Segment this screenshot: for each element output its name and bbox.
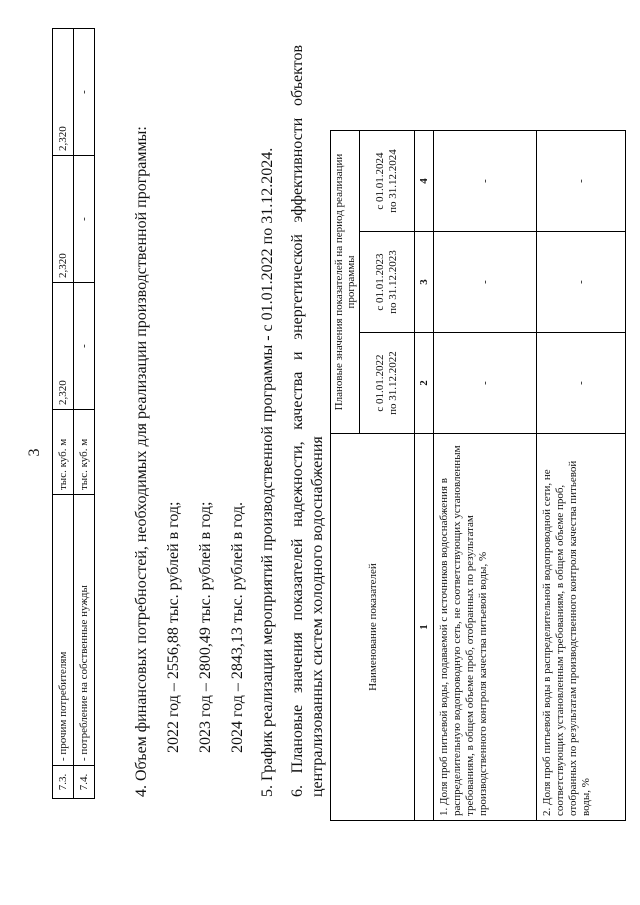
indicator-value-2024: - — [434, 131, 537, 232]
volume-table — [52, 28, 95, 799]
indicators-table — [330, 130, 626, 821]
column-index: 3 — [415, 232, 434, 333]
indicator-value-2023: - — [537, 232, 626, 333]
header-indicator-name: Наименование показателей — [331, 434, 415, 821]
finance-2023: 2023 год – 2800,49 тыс. рублей в год; — [197, 501, 214, 753]
table-row — [537, 131, 626, 821]
value-2023: - — [74, 156, 95, 283]
indicator-name: 1. Доля проб питьевой воды, подаваемой с источников водоснабжения в распределительную водопроводную сеть, не соответствующих установленным требованиям, в общем объеме проб, отобранных по результатам производственного контроля качества питьевой воды, % — [434, 434, 537, 821]
table-row — [74, 29, 95, 799]
period-from: с 01.01.2024 — [374, 152, 386, 210]
header-period-2023 — [360, 232, 415, 333]
header-period-2024 — [360, 131, 415, 232]
finance-2024: 2024 год – 2843,13 тыс. рублей в год. — [229, 501, 246, 753]
table-row — [434, 131, 537, 821]
header-plan-values: Плановые значения показателей на период реализации программы — [331, 131, 360, 434]
indicator-value-2023: - — [434, 232, 537, 333]
row-number: 7.3. — [53, 766, 74, 799]
section-4-title: 4. Объем финансовых потребностей, необходимых для реализации производственной программы: — [133, 126, 150, 797]
period-to: по 31.12.2024 — [387, 149, 399, 213]
indicator-value-2022: - — [434, 333, 537, 434]
value-2024: - — [74, 29, 95, 156]
table-index-row — [415, 131, 434, 821]
finance-2022: 2022 год – 2556,88 тыс. рублей в год; — [165, 501, 182, 753]
period-to: по 31.12.2023 — [387, 250, 399, 314]
value-2024: 2,320 — [53, 29, 74, 156]
period-to: по 31.12.2022 — [387, 351, 399, 415]
indicator-name: 2. Доля проб питьевой воды в распределительной водопроводной сети, не соответствующих установленным требованиям, в общем объеме проб, отобранных по результатам производственного контроля качества питьевой воды, % — [537, 434, 626, 821]
column-index: 1 — [415, 434, 434, 821]
period-from: с 01.01.2022 — [374, 354, 386, 412]
period-from: с 01.01.2023 — [374, 253, 386, 311]
value-2022: - — [74, 283, 95, 410]
page-number: 3 — [26, 448, 43, 457]
row-name: - потребление на собственные нужды — [74, 495, 95, 766]
table-header-row — [331, 131, 360, 821]
indicator-value-2022: - — [537, 333, 626, 434]
column-index: 2 — [415, 333, 434, 434]
column-index: 4 — [415, 131, 434, 232]
value-2023: 2,320 — [53, 156, 74, 283]
row-name: - прочим потребителям — [53, 495, 74, 766]
row-unit: тыс. куб. м — [53, 410, 74, 495]
section-6-title-continued: централизованных систем холодного водоснабжения — [309, 436, 326, 797]
header-period-2022 — [360, 333, 415, 434]
section-5-title: 5. График реализации мероприятий производственной программы - с 01.01.2022 по 31.12.2024. — [259, 147, 276, 797]
value-2022: 2,320 — [53, 283, 74, 410]
row-unit: тыс. куб. м — [74, 410, 95, 495]
section-6-title: 6. Плановые значения показателей надежности, качества и энергетической эффективности объектов — [289, 45, 306, 797]
table-row — [53, 29, 74, 799]
row-number: 7.4. — [74, 766, 95, 799]
indicator-value-2024: - — [537, 131, 626, 232]
